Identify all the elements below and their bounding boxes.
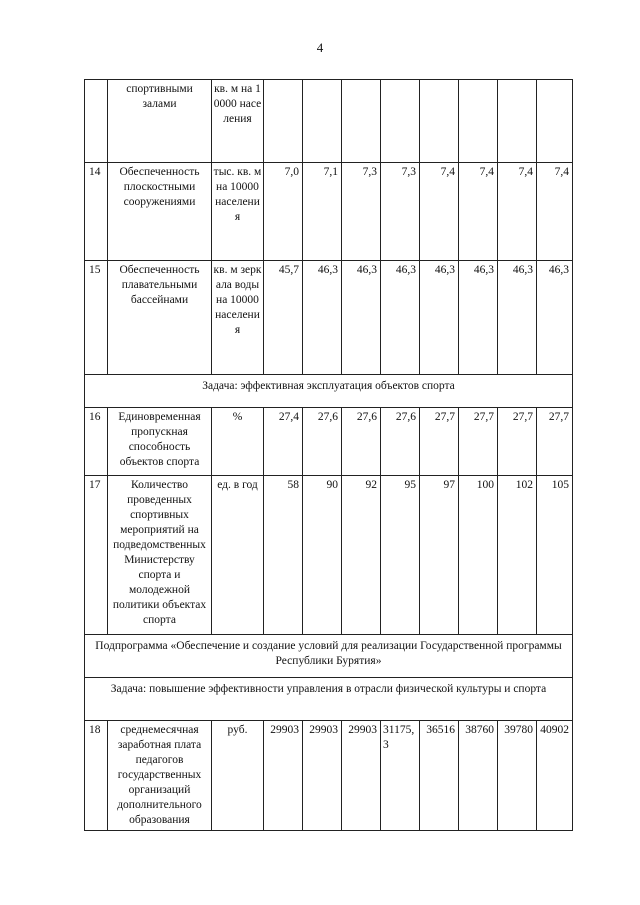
value-cell: 39780 [498, 721, 537, 831]
value-cell [264, 80, 303, 163]
value-cell: 105 [537, 476, 573, 635]
table-row [85, 163, 573, 261]
table-row [85, 80, 573, 163]
value-cell: 7,4 [537, 163, 573, 261]
value-cell: 7,3 [342, 163, 381, 261]
task-heading: Задача: повышение эффективности управления в отрасли физической культуры и спорта [85, 678, 573, 721]
indicators-table [84, 79, 573, 831]
value-cell: 58 [264, 476, 303, 635]
value-cell [537, 80, 573, 163]
row-number: 18 [85, 721, 108, 831]
value-cell: 7,4 [420, 163, 459, 261]
value-cell: 27,7 [498, 408, 537, 476]
indicator-name: среднемесячная заработная плата педагогов государственных организаций дополнительного образования [108, 721, 212, 831]
indicator-unit: тыс. кв. м на 10000 населения [212, 163, 264, 261]
value-cell: 29903 [264, 721, 303, 831]
value-cell: 46,3 [420, 261, 459, 375]
table-row [85, 476, 573, 635]
table-row [85, 721, 573, 831]
indicator-unit: % [212, 408, 264, 476]
indicator-unit: руб. [212, 721, 264, 831]
row-number [85, 80, 108, 163]
section-row [85, 635, 573, 678]
value-cell: 90 [303, 476, 342, 635]
value-cell: 31175,3 [381, 721, 420, 831]
value-cell: 7,4 [459, 163, 498, 261]
value-cell [303, 80, 342, 163]
table-row [85, 408, 573, 476]
value-cell: 100 [459, 476, 498, 635]
value-cell: 46,3 [381, 261, 420, 375]
indicator-unit: кв. м на 10000 населения [212, 80, 264, 163]
page-number: 4 [316, 40, 324, 55]
indicator-name: Единовременная пропускная способность объектов спорта [108, 408, 212, 476]
value-cell: 36516 [420, 721, 459, 831]
value-cell: 46,3 [537, 261, 573, 375]
value-cell: 27,6 [342, 408, 381, 476]
value-cell: 46,3 [459, 261, 498, 375]
value-cell: 27,4 [264, 408, 303, 476]
value-cell: 46,3 [303, 261, 342, 375]
indicator-name: Количество проведенных спортивных мероприятий на подведомственных Министерству спорта и молодежной политики объектах спорта [108, 476, 212, 635]
value-cell: 27,7 [459, 408, 498, 476]
value-cell: 38760 [459, 721, 498, 831]
value-cell: 7,0 [264, 163, 303, 261]
value-cell: 40902 [537, 721, 573, 831]
row-number: 15 [85, 261, 108, 375]
indicator-unit: кв. м зеркала воды на 10000 населения [212, 261, 264, 375]
value-cell [498, 80, 537, 163]
value-cell: 7,1 [303, 163, 342, 261]
value-cell: 102 [498, 476, 537, 635]
value-cell [381, 80, 420, 163]
table-row [85, 261, 573, 375]
section-row [85, 678, 573, 721]
value-cell: 97 [420, 476, 459, 635]
value-cell: 7,4 [498, 163, 537, 261]
section-row [85, 375, 573, 408]
value-cell: 27,6 [303, 408, 342, 476]
value-cell: 45,7 [264, 261, 303, 375]
value-cell: 27,7 [420, 408, 459, 476]
value-cell [420, 80, 459, 163]
value-cell [459, 80, 498, 163]
row-number: 14 [85, 163, 108, 261]
value-cell: 46,3 [342, 261, 381, 375]
value-cell: 27,6 [381, 408, 420, 476]
value-cell: 29903 [342, 721, 381, 831]
task-heading: Задача: эффективная эксплуатация объектов спорта [85, 375, 573, 408]
subprogram-heading: Подпрограмма «Обеспечение и создание условий для реализации Государственной программы Республики Бурятия» [85, 635, 573, 678]
value-cell [342, 80, 381, 163]
indicator-name: Обеспеченность плавательными бассейнами [108, 261, 212, 375]
indicator-name: спортивными залами [108, 80, 212, 163]
row-number: 16 [85, 408, 108, 476]
indicator-name: Обеспеченность плоскостными сооружениями [108, 163, 212, 261]
indicator-unit: ед. в год [212, 476, 264, 635]
value-cell: 27,7 [537, 408, 573, 476]
value-cell: 7,3 [381, 163, 420, 261]
value-cell: 29903 [303, 721, 342, 831]
value-cell: 46,3 [498, 261, 537, 375]
value-cell: 95 [381, 476, 420, 635]
value-cell: 92 [342, 476, 381, 635]
row-number: 17 [85, 476, 108, 635]
